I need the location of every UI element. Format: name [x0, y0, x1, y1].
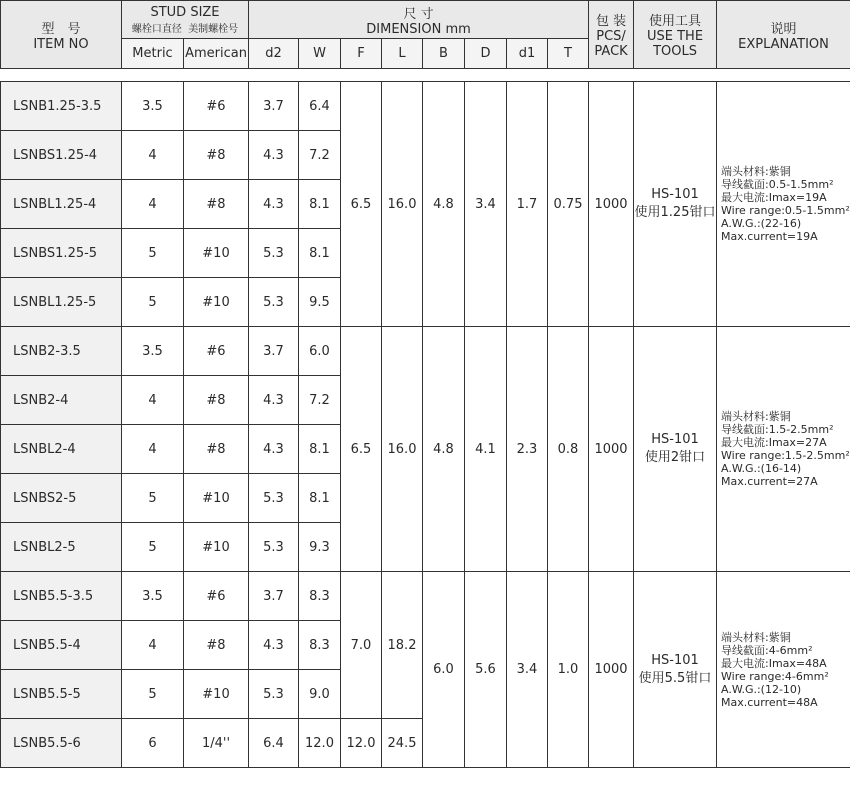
w-cell: 6.4 [299, 82, 341, 131]
metric-cell: 4 [122, 425, 184, 474]
american-cell: #6 [184, 572, 249, 621]
item-cell: LSNBS1.25-4 [1, 131, 122, 180]
explanation-line: 导线截面:1.5-2.5mm² [721, 423, 834, 436]
header-col-b: B [423, 39, 465, 69]
explanation-cell [717, 327, 850, 572]
metric-cell: 3.5 [122, 327, 184, 376]
explanation-line: A.W.G.:(12-10) [721, 682, 802, 696]
american-cell: #10 [184, 474, 249, 523]
header-tools-en-1: USE THE [647, 29, 704, 44]
w-cell: 7.2 [299, 131, 341, 180]
header-col-d2: d2 [249, 39, 299, 69]
explanation-line: 最大电流:Imax=27A [721, 436, 827, 449]
metric-cell: 5 [122, 474, 184, 523]
d1-cell: 2.3 [507, 327, 548, 572]
metric-cell: 3.5 [122, 572, 184, 621]
w-cell: 6.0 [299, 327, 341, 376]
f-cell: 6.5 [341, 82, 382, 327]
w-cell: 8.1 [299, 425, 341, 474]
pack-cell: 1000 [589, 327, 634, 572]
header-stud-cn-american: 美制螺栓号 [188, 23, 239, 35]
explanation-line: Wire range:4-6mm² [721, 669, 829, 683]
table-row [1, 572, 850, 621]
item-cell: LSNBL2-4 [1, 425, 122, 474]
l-cell: 16.0 [382, 82, 423, 327]
tool-model: HS-101 [651, 432, 699, 447]
header-tools-cn: 使用工具 [649, 14, 702, 29]
pack-cell: 1000 [589, 82, 634, 327]
d2-cell: 4.3 [249, 180, 299, 229]
metric-cell: 4 [122, 376, 184, 425]
explanation-line: 最大电流:Imax=48A [721, 656, 827, 670]
d-cell: 5.6 [465, 572, 507, 768]
explanation-line: Max.current=48A [721, 695, 818, 709]
header-explanation [717, 1, 850, 69]
b-cell: 4.8 [423, 82, 465, 327]
f-cell: 6.5 [341, 327, 382, 572]
d2-cell: 5.3 [249, 278, 299, 327]
metric-cell: 4 [122, 180, 184, 229]
l-cell: 18.2 [382, 572, 423, 719]
tool-model: HS-101 [651, 652, 699, 668]
american-cell: #10 [184, 670, 249, 719]
tool-cell [634, 572, 717, 768]
d2-cell: 4.3 [249, 376, 299, 425]
d2-cell: 3.7 [249, 327, 299, 376]
item-cell: LSNBL1.25-5 [1, 278, 122, 327]
header-american: American [184, 39, 249, 69]
explanation-cell [717, 82, 850, 327]
w-cell: 8.1 [299, 229, 341, 278]
american-cell: #8 [184, 180, 249, 229]
header-dimension [249, 1, 589, 39]
explanation-line: Max.current=19A [721, 230, 818, 243]
header-col-d1: d1 [507, 39, 548, 69]
american-cell: 1/4'' [184, 719, 249, 768]
t-cell: 0.75 [548, 82, 589, 327]
pack-cell: 1000 [589, 572, 634, 768]
item-cell: LSNBS1.25-5 [1, 229, 122, 278]
d1-cell: 1.7 [507, 82, 548, 327]
table-header [0, 0, 850, 69]
tool-cell [634, 82, 717, 327]
metric-cell: 3.5 [122, 82, 184, 131]
explanation-line: 端头材料:紫铜 [721, 410, 791, 423]
american-cell: #8 [184, 376, 249, 425]
american-cell: #8 [184, 131, 249, 180]
header-col-l: L [382, 39, 423, 69]
metric-cell: 5 [122, 523, 184, 572]
explanation-line: 端头材料:紫铜 [721, 630, 791, 644]
header-stud-size [122, 1, 249, 39]
f-cell: 12.0 [341, 719, 382, 768]
header-pack [589, 1, 634, 69]
header-stud-en: STUD SIZE [150, 4, 220, 20]
header-stud-cn-metric: 螺栓口直径 [131, 23, 182, 35]
explanation-line: A.W.G.:(22-16) [721, 217, 802, 230]
header-col-w: W [299, 39, 341, 69]
header-tools [634, 1, 717, 69]
item-cell: LSNB5.5-3.5 [1, 572, 122, 621]
metric-cell: 4 [122, 621, 184, 670]
w-cell: 9.3 [299, 523, 341, 572]
tool-jaw: 使用2钳口 [644, 450, 706, 465]
explanation-line: 端头材料:紫铜 [721, 165, 791, 178]
l-cell: 16.0 [382, 327, 423, 572]
item-cell: LSNBS2-5 [1, 474, 122, 523]
table-row [1, 327, 850, 376]
w-cell: 8.1 [299, 474, 341, 523]
item-cell: LSNBL2-5 [1, 523, 122, 572]
header-col-d: D [465, 39, 507, 69]
item-cell: LSNB2-4 [1, 376, 122, 425]
w-cell: 8.3 [299, 621, 341, 670]
tool-jaw: 使用5.5钳口 [638, 670, 712, 686]
d2-cell: 4.3 [249, 425, 299, 474]
header-metric: Metric [122, 39, 184, 69]
explanation-line: Wire range:0.5-1.5mm² [721, 204, 850, 217]
d-cell: 3.4 [465, 82, 507, 327]
d2-cell: 3.7 [249, 82, 299, 131]
explanation-line: 最大电流:Imax=19A [721, 191, 827, 204]
item-cell: LSNBL1.25-4 [1, 180, 122, 229]
header-item-no [1, 1, 122, 69]
item-cell: LSNB2-3.5 [1, 327, 122, 376]
american-cell: #10 [184, 523, 249, 572]
american-cell: #10 [184, 229, 249, 278]
d2-cell: 4.3 [249, 621, 299, 670]
american-cell: #6 [184, 327, 249, 376]
d-cell: 4.1 [465, 327, 507, 572]
d2-cell: 5.3 [249, 523, 299, 572]
explanation-cell [717, 572, 850, 768]
metric-cell: 6 [122, 719, 184, 768]
l-cell: 24.5 [382, 719, 423, 768]
spec-table [0, 81, 850, 768]
t-cell: 1.0 [548, 572, 589, 768]
metric-cell: 5 [122, 278, 184, 327]
header-tools-en-2: TOOLS [653, 44, 697, 59]
item-cell: LSNB5.5-4 [1, 621, 122, 670]
b-cell: 4.8 [423, 327, 465, 572]
explanation-line: 导线截面:4-6mm² [721, 643, 813, 657]
header-explain-cn: 说明 [770, 21, 797, 37]
b-cell: 6.0 [423, 572, 465, 768]
d2-cell: 3.7 [249, 572, 299, 621]
w-cell: 12.0 [299, 719, 341, 768]
d2-cell: 5.3 [249, 474, 299, 523]
d1-cell: 3.4 [507, 572, 548, 768]
metric-cell: 5 [122, 670, 184, 719]
american-cell: #6 [184, 82, 249, 131]
w-cell: 8.1 [299, 180, 341, 229]
metric-cell: 5 [122, 229, 184, 278]
d2-cell: 5.3 [249, 670, 299, 719]
item-cell: LSNB5.5-5 [1, 670, 122, 719]
header-dim-cn: 尺 寸 [403, 6, 434, 22]
d2-cell: 5.3 [249, 229, 299, 278]
d2-cell: 6.4 [249, 719, 299, 768]
tool-model: HS-101 [651, 187, 699, 202]
w-cell: 9.0 [299, 670, 341, 719]
explanation-line: 导线截面:0.5-1.5mm² [721, 178, 834, 191]
header-explain-en: EXPLANATION [738, 36, 829, 52]
w-cell: 9.5 [299, 278, 341, 327]
t-cell: 0.8 [548, 327, 589, 572]
header-dim-en: DIMENSION mm [366, 21, 471, 37]
explanation-line: Wire range:1.5-2.5mm² [721, 449, 850, 462]
table-row [1, 82, 850, 131]
header-col-f: F [341, 39, 382, 69]
tool-jaw: 使用1.25钳口 [634, 205, 716, 220]
header-pack-en-2: PACK [594, 44, 628, 59]
explanation-line: A.W.G.:(16-14) [721, 462, 802, 475]
header-pack-en-1: PCS/ [596, 29, 626, 44]
header-item-cn: 型 号 [41, 21, 81, 37]
american-cell: #8 [184, 621, 249, 670]
american-cell: #8 [184, 425, 249, 474]
header-pack-cn: 包 装 [595, 14, 627, 29]
d2-cell: 4.3 [249, 131, 299, 180]
f-cell: 7.0 [341, 572, 382, 719]
item-cell: LSNB5.5-6 [1, 719, 122, 768]
header-col-t: T [548, 39, 589, 69]
header-item-en: ITEM NO [33, 36, 89, 52]
american-cell: #10 [184, 278, 249, 327]
explanation-line: Max.current=27A [721, 475, 818, 488]
tool-cell [634, 327, 717, 572]
w-cell: 8.3 [299, 572, 341, 621]
item-cell: LSNB1.25-3.5 [1, 82, 122, 131]
w-cell: 7.2 [299, 376, 341, 425]
metric-cell: 4 [122, 131, 184, 180]
